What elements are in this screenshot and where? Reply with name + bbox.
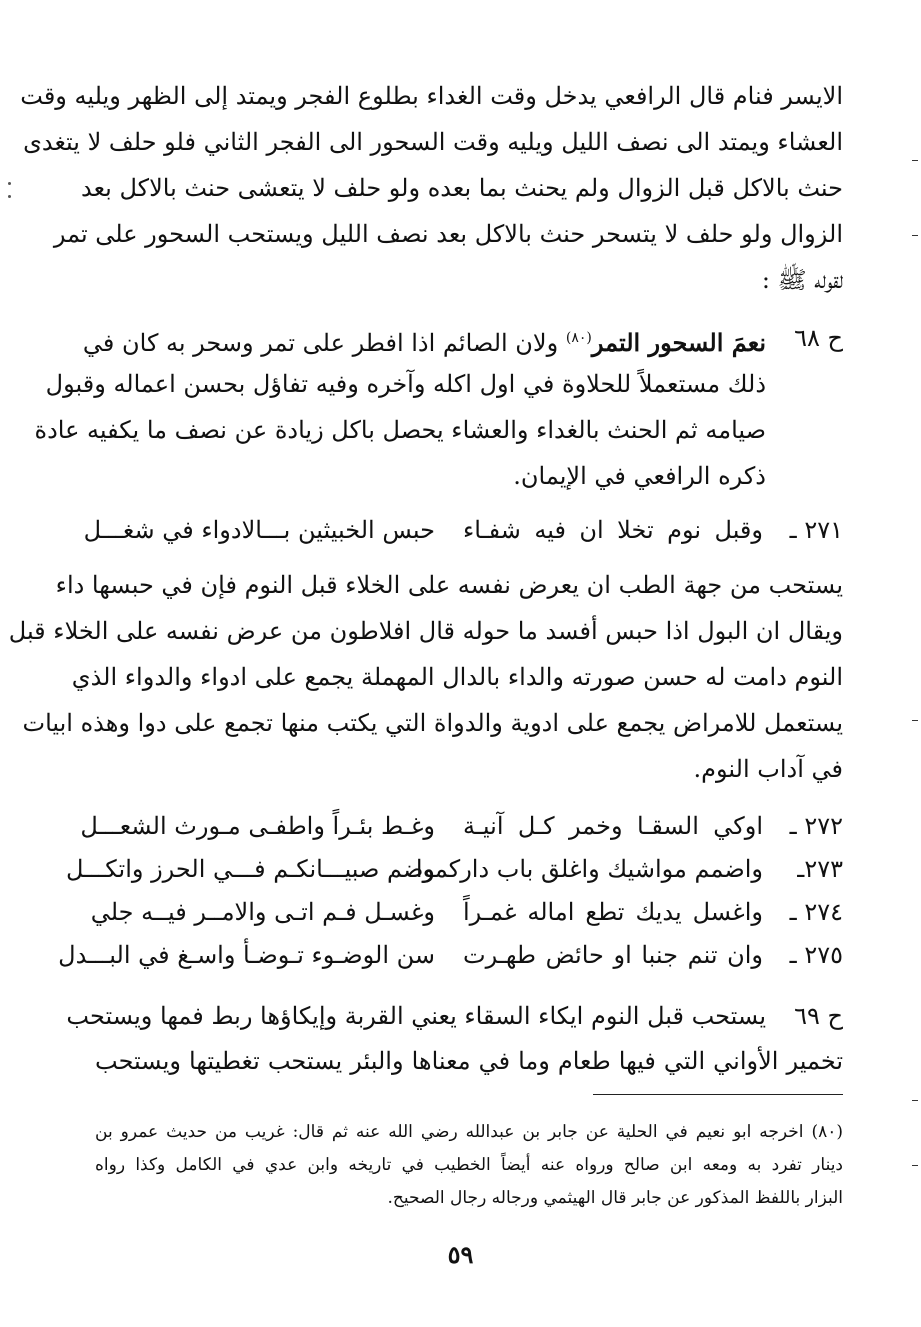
scan-mark: [912, 1100, 918, 1101]
footnote-line-3: البزار باللفظ المذكور عن جابر قال الهيثمي ورجاله رجال الصحيح.: [387, 1188, 843, 1208]
paragraph-1-line-5: لقوله ﷺ :: [761, 266, 843, 294]
verse-first-hemistich: اوكي السقـا وخمر كـل آنيـة: [463, 812, 763, 840]
scan-speck: [8, 182, 11, 185]
paragraph-2-line-4: يستعمل للامراض يجمع على ادوية والدواة التي يكتب منها تجمع على دوا وهذه ابيات: [22, 709, 843, 737]
verse-272: [80, 806, 843, 846]
hadith-69-line-2: تخمير الأواني التي فيها طعام وما في معناها والبئر يستحب تغطيتها ويستحب: [95, 1047, 843, 1075]
hadith-68-text: نعمَ السحور التمر: [591, 328, 766, 357]
paragraph-1-line-1: الايسر فنام قال الرافعي يدخل وقت الغداء بطلوع الفجر ويمتد إلى الظهر ويليه وقت: [20, 82, 843, 110]
scan-speck: [8, 195, 11, 198]
verse-274: [90, 892, 843, 932]
verse-number: ٢٧٥ ـ: [789, 941, 843, 969]
scan-mark: [912, 1165, 918, 1166]
verse-273: [66, 849, 843, 889]
footnote-line-1: (٨٠) اخرجه ابو نعيم في الحلية عن جابر بن عبدالله رضي الله عنه ثم قال: غريب من حديث عمرو بن: [95, 1122, 843, 1142]
paragraph-1-line-3: حنث بالاكل قبل الزوال ولم يحنث بما بعده ولو حلف لا يتعشى حنث بالاكل بعد: [81, 174, 843, 202]
verse-first-hemistich: واضمم مواشيك واغلق باب داركموا: [415, 855, 763, 883]
hadith-68-line-2: ذلك مستعملاً للحلاوة في اول اكله وآخره وفيه تفاؤل بحسن اعماله وقبول: [45, 370, 766, 398]
verse-second-hemistich: وغسـل فـم اتـى والامــر فيــه جلي: [90, 898, 435, 926]
scan-mark: [912, 235, 918, 236]
paragraph-2-line-5: في آداب النوم.: [693, 755, 843, 783]
hadith-68-line-3: صيامه ثم الحنث بالغداء والعشاء يحصل باكل زيادة عن نصف ما يكفيه عادة: [34, 416, 766, 444]
verse-number: ٢٧٢ ـ: [789, 812, 843, 840]
paragraph-2-line-1: يستحب من جهة الطب ان يعرض نفسه على الخلاء قبل النوم فإن في حبسها داء: [55, 571, 843, 599]
scan-mark: [912, 720, 918, 721]
hadith-68-first-rest: ولان الصائم اذا افطر على تمر وسحر به كان في: [82, 329, 559, 357]
hadith-68-line-1: [82, 318, 766, 363]
footnote-line-2: دينار تفرد به ومعه ابن صالح ورواه عنه أيضاً الخطيب في تاريخه وابن عدي في الكامل وكذا رواه: [95, 1155, 843, 1175]
paragraph-1-line-2: العشاء ويمتد الى نصف الليل ويليه وقت السحور الى الفجر الثاني فلو حلف لا يتغدى: [23, 128, 843, 156]
page-number: ٥٩: [447, 1240, 474, 1269]
hadith-69-line-1: يستحب قبل النوم ايكاء السقاء يعني القربة وإيكاؤها ربط فمها ويستحب: [66, 1002, 766, 1030]
verse-271: [83, 510, 843, 550]
paragraph-2-line-2: ويقال ان البول اذا حبس أفسد ما حوله قال افلاطون من عرض نفسه على الخلاء قبل: [8, 617, 843, 645]
scan-mark: [912, 160, 918, 161]
paragraph-2-line-3: النوم دامت له حسن صورته والداء بالدال المهملة يجمع على ادواء والدواء الذي: [71, 663, 843, 691]
hadith-68-footnote-ref: (٨٠): [565, 330, 592, 346]
verse-second-hemistich: وغـط بئـراً واطفـى مـورث الشعـــل: [80, 812, 435, 840]
verse-number: ٢٧٣ـ: [797, 855, 843, 883]
paragraph-1-line-4: الزوال ولو حلف لا يتسحر حنث بالاكل بعد نصف الليل ويستحب السحور على تمر: [53, 220, 843, 248]
verse-number: ٢٧٤ ـ: [789, 898, 843, 926]
verse-first-hemistich: وقبل نوم تخلا ان فيه شفـاء: [463, 516, 763, 544]
verse-first-hemistich: واغسل يديك تطع اماله غمـراً: [463, 898, 763, 926]
hadith-69-tag: ح ٦٩: [794, 1002, 843, 1030]
hadith-68-line-4: ذكره الرافعي في الإيمان.: [513, 462, 766, 490]
verse-second-hemistich: وضم صبيـــانكـم فـــي الحرز واتكـــل: [66, 855, 435, 883]
hadith-68-tag: ح ٦٨: [794, 324, 843, 352]
verse-number: ٢٧١ ـ: [789, 516, 843, 544]
footnote-separator: [593, 1094, 843, 1095]
verse-second-hemistich: حبس الخبيثين بـــالادواء في شغـــل: [83, 516, 435, 544]
verse-first-hemistich: وان تنم جنبا او حائض طهـرت: [463, 941, 763, 969]
verse-275: [58, 935, 843, 975]
verse-second-hemistich: سن الوضـوء تـوضـأ واسـغ في البـــدل: [58, 941, 435, 969]
